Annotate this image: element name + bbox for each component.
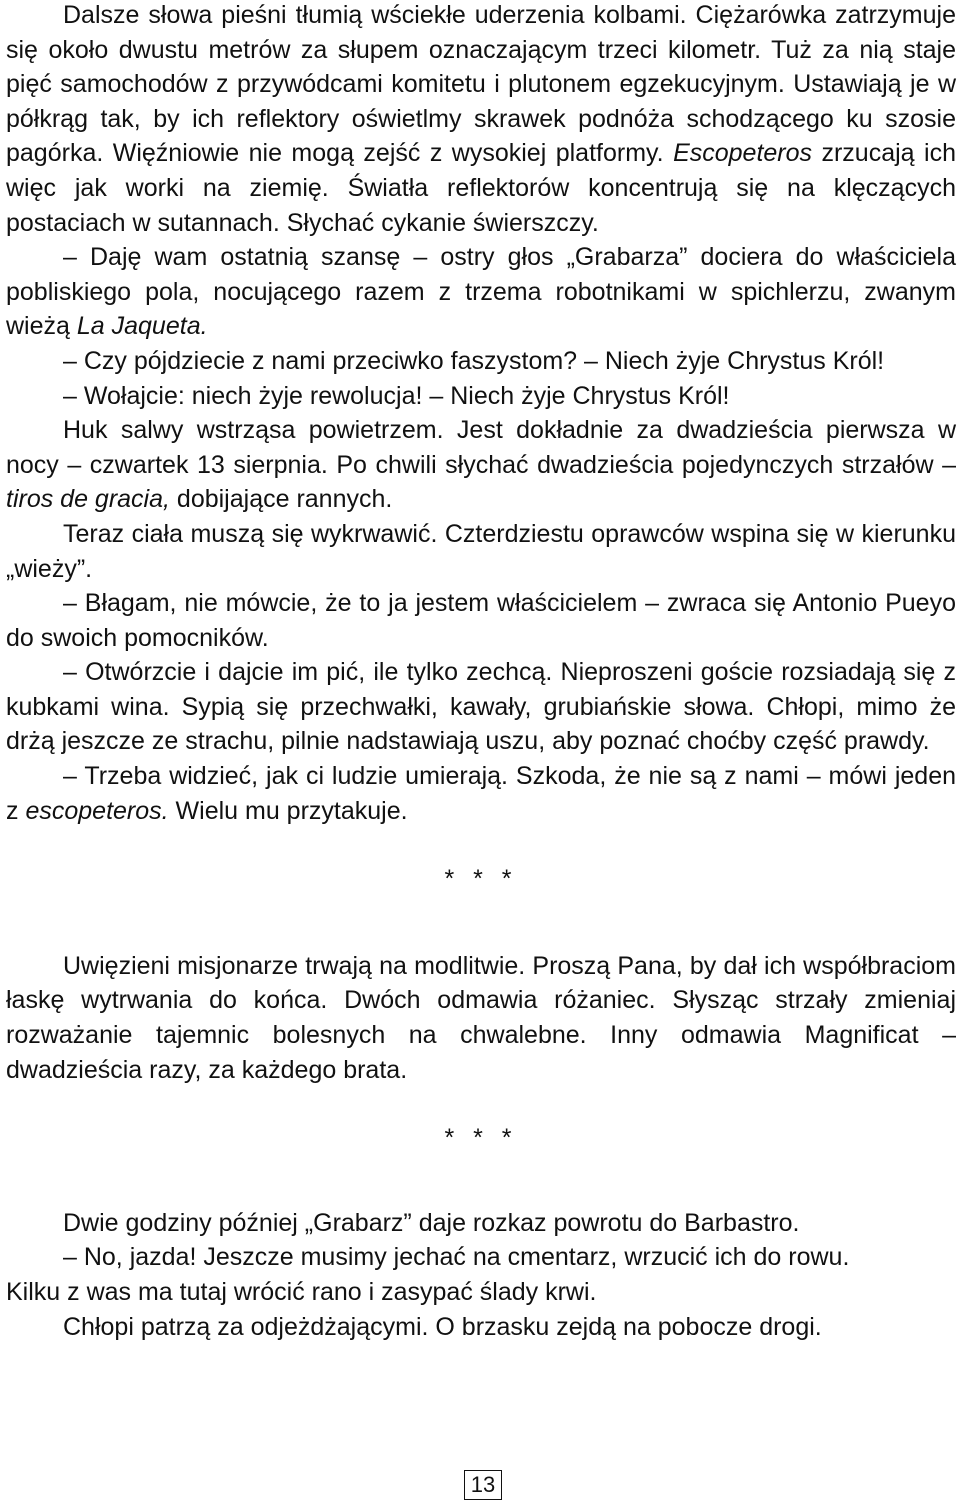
paragraph: Dalsze słowa pieśni tłumią wściekłe uderzenia kolbami. Ciężarówka zatrzymuje się około dwustu metrów za słupem oznaczającym trzeci kilometr. Tuż za nią staje pięć samochodów z przywódcami komitetu i plutonem egzekucyjnym. Ustawiają je w półkrąg tak, by ich reflektory oświetlmy skrawek podnóża schodzącego ku szosie pagórka. Więźniowie nie mogą zejść z wysokiej platformy. Escopeteros zrzucają ich więc jak worki na ziemię. Światła reflektorów koncentrują się na klęczących postaciach w sutannach. Słychać cykanie świerszczy. (6, 1, 956, 237)
page-number: 13 (464, 1470, 502, 1500)
paragraph: Teraz ciała muszą się wykrwawić. Czterdziestu oprawców wspina się w kierunku „wieży”. (6, 519, 956, 583)
document-page (6, 0, 956, 1344)
paragraph: – Czy pójdziecie z nami przeciwko faszystom? – Niech żyje Chrystus Król! (63, 346, 885, 375)
section-1 (6, 0, 956, 828)
section-2 (6, 949, 956, 1087)
paragraph: Dwie godziny później „Grabarz” daje rozkaz powrotu do Barbastro. (63, 1208, 800, 1237)
paragraph: Kilku z was ma tutaj wrócić rano i zasypać ślady krwi. (6, 1278, 597, 1306)
section-separator: * * * (444, 865, 518, 894)
section-separator: * * * (444, 1124, 518, 1153)
paragraph: – Trzeba widzieć, jak ci ludzie umierają. Szkoda, że nie są z nami – mówi jeden z escopeteros. Wielu mu przytakuje. (6, 762, 956, 825)
paragraph: Huk salwy wstrząsa powietrzem. Jest dokładnie za dwadzieścia pierwsza w nocy – czwartek 13 sierpnia. Po chwili słychać dwadzieścia pojedynczych strzałów – tiros de gracia, dobijające rannych. (6, 416, 956, 514)
paragraph: – Błagam, nie mówcie, że to ja jestem właścicielem – zwraca się Antonio Pueyo do swoich pomocników. (6, 589, 956, 652)
paragraph: Chłopi patrzą za odjeżdżającymi. O brzasku zejdą na pobocze drogi. (63, 1312, 822, 1341)
section-3 (6, 1206, 956, 1344)
paragraph: – Daję wam ostatnią szansę – ostry głos „Grabarza” dociera do właściciela pobliskiego pola, nocującego razem z trzema robotnikami w spichlerzu, zwanym wieżą La Jaqueta. (6, 243, 956, 341)
paragraph: – No, jazda! Jeszcze musimy jechać na cmentarz, wrzucić ich do rowu. (63, 1243, 850, 1272)
paragraph: Uwięzieni misjonarze trwają na modlitwie. Proszą Pana, by dał ich współbraciom łaskę wytrwania do końca. Dwóch odmawia różaniec. Słysząc strzały zmieniaj rozważanie tajemnic bolesnych na chwalebne. Inny odmawia Magnificat – dwadzieścia razy, za każdego brata. (6, 951, 956, 1084)
paragraph: – Otwórzcie i dajcie im pić, ile tylko zechcą. Nieproszeni goście rozsiadają się z kubkami wina. Sypią się przechwałki, kawały, grubiańskie słowa. Chłopi, mimo że drżą jeszcze ze strachu, pilnie nadstawiają uszu, aby poznać choćby część prawdy. (6, 658, 956, 756)
paragraph: – Wołajcie: niech żyje rewolucja! – Niech żyje Chrystus Król! (63, 381, 730, 410)
